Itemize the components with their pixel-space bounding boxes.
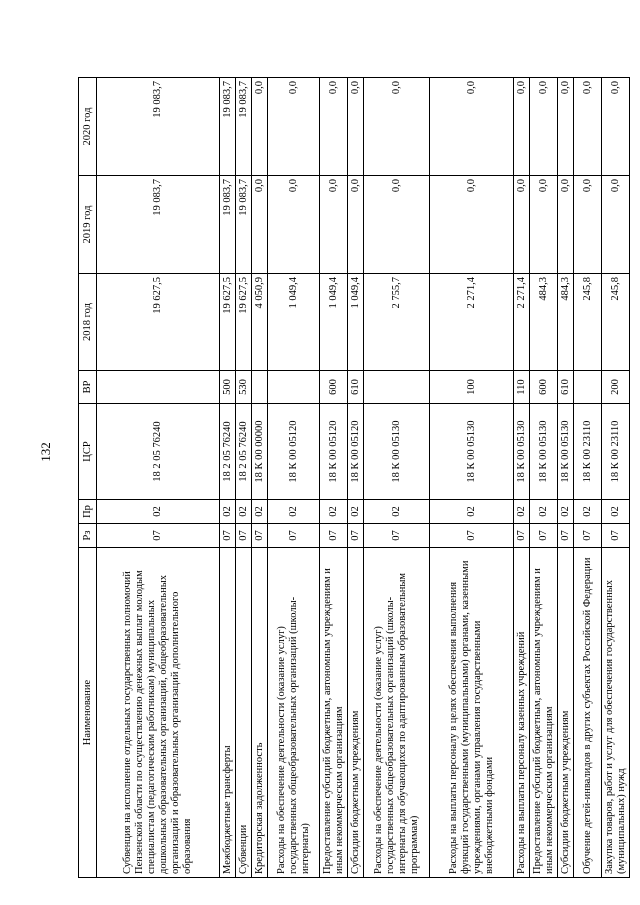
cell-csr: 18 К 00 05130 xyxy=(558,404,574,500)
cell-csr: 18 К 00 00000 xyxy=(252,404,268,500)
cell-2018: 4 050,9 xyxy=(252,274,268,371)
table-row xyxy=(220,78,236,878)
cell-pr: 02 xyxy=(220,500,236,524)
cell-csr: 18 К 00 05130 xyxy=(530,404,558,500)
table-row xyxy=(268,78,320,878)
cell-2019: 19 083,7 xyxy=(220,176,236,274)
row-name: Кредиторская задолженность xyxy=(252,548,268,878)
table-row xyxy=(236,78,252,878)
cell-rz: 07 xyxy=(514,524,530,548)
row-name: Субсидии бюджетным учреждениям xyxy=(558,548,574,878)
table-row xyxy=(574,78,602,878)
cell-2020: 19 083,7 xyxy=(97,78,220,176)
cell-vr xyxy=(364,371,430,404)
cell-csr: 18 К 00 05120 xyxy=(348,404,364,500)
cell-csr: 18 К 00 05120 xyxy=(320,404,348,500)
row-name: Расходы на выплаты персоналу в целях обеспечения выполнения функций государственными (муниципальными) органами, казенными учреждениями, органами управления государственными внебюджетными фондами xyxy=(430,548,514,878)
cell-2019: 0,0 xyxy=(574,176,602,274)
cell-csr: 18 2 05 76240 xyxy=(236,404,252,500)
cell-vr: 500 xyxy=(220,371,236,404)
cell-2020: 0,0 xyxy=(574,78,602,176)
cell-2019: 19 083,7 xyxy=(236,176,252,274)
table-row xyxy=(320,78,348,878)
cell-rz: 07 xyxy=(558,524,574,548)
table-row xyxy=(97,78,220,878)
column-header: ЦСР xyxy=(79,404,97,500)
cell-csr: 18 К 00 05120 xyxy=(268,404,320,500)
cell-pr: 02 xyxy=(364,500,430,524)
cell-pr: 02 xyxy=(348,500,364,524)
cell-pr: 02 xyxy=(320,500,348,524)
column-header: 2018 год xyxy=(79,274,97,371)
row-name: Обучение детей-инвалидов в других субъектах Российской Федерации xyxy=(574,548,602,878)
table-row xyxy=(430,78,514,878)
cell-2020: 19 083,7 xyxy=(220,78,236,176)
cell-vr: 610 xyxy=(558,371,574,404)
cell-pr: 02 xyxy=(97,500,220,524)
cell-2018: 245,8 xyxy=(602,274,630,371)
cell-vr: 100 xyxy=(430,371,514,404)
cell-2019: 0,0 xyxy=(252,176,268,274)
page-number: 132 xyxy=(38,442,53,462)
cell-rz: 07 xyxy=(236,524,252,548)
cell-pr: 02 xyxy=(602,500,630,524)
cell-pr: 02 xyxy=(530,500,558,524)
cell-pr: 02 xyxy=(558,500,574,524)
cell-csr: 18 2 05 76240 xyxy=(220,404,236,500)
row-name: Предоставление субсидий бюджетным, автономным учреждениям и иным некоммерческим организациям xyxy=(320,548,348,878)
cell-rz: 07 xyxy=(252,524,268,548)
cell-2018: 2 271,4 xyxy=(514,274,530,371)
column-header: Наименование xyxy=(79,548,97,878)
cell-rz: 07 xyxy=(220,524,236,548)
cell-2020: 0,0 xyxy=(348,78,364,176)
cell-2020: 0,0 xyxy=(364,78,430,176)
column-header: 2020 год xyxy=(79,78,97,176)
cell-pr: 02 xyxy=(252,500,268,524)
row-name: Субвенция на исполнение отдельных государственных полномочий Пензенской области по осуществлению денежных выплат молодым специалистам (педагогическим работникам) муниципальных дошкольных образовательных организаций, общеобразовательных организаций и образовательных организаций дополнительного образования xyxy=(97,548,220,878)
cell-2020: 0,0 xyxy=(252,78,268,176)
cell-csr: 18 К 00 23110 xyxy=(602,404,630,500)
cell-2020: 0,0 xyxy=(602,78,630,176)
table-row xyxy=(348,78,364,878)
row-name: Субсидии бюджетным учреждениям xyxy=(348,548,364,878)
row-name: Расходы на обеспечение деятельности (оказание услуг) государственных общеобразовательных организаций (школы-интернаты) xyxy=(268,548,320,878)
cell-2019: 0,0 xyxy=(268,176,320,274)
cell-2018: 19 627,5 xyxy=(97,274,220,371)
cell-rz: 07 xyxy=(430,524,514,548)
cell-2020: 0,0 xyxy=(320,78,348,176)
cell-2018: 1 049,4 xyxy=(348,274,364,371)
row-name: Закупка товаров, работ и услуг для обеспечения государственных (муниципальных) нужд xyxy=(602,548,630,878)
cell-vr xyxy=(574,371,602,404)
cell-csr: 18 2 05 76240 xyxy=(97,404,220,500)
cell-pr: 02 xyxy=(236,500,252,524)
cell-2020: 0,0 xyxy=(430,78,514,176)
table-header-row xyxy=(79,78,97,878)
cell-2019: 0,0 xyxy=(364,176,430,274)
cell-2018: 1 049,4 xyxy=(320,274,348,371)
cell-vr: 600 xyxy=(530,371,558,404)
cell-2018: 19 627,5 xyxy=(236,274,252,371)
cell-vr xyxy=(252,371,268,404)
cell-2019: 0,0 xyxy=(430,176,514,274)
table-row xyxy=(602,78,630,878)
cell-pr: 02 xyxy=(268,500,320,524)
row-name: Расходы на обеспечение деятельности (оказание услуг) государственных общеобразовательных организаций (школы-интернаты для обучающихся по адаптированным образовательным программам) xyxy=(364,548,430,878)
cell-2020: 0,0 xyxy=(268,78,320,176)
cell-rz: 07 xyxy=(268,524,320,548)
cell-2019: 0,0 xyxy=(320,176,348,274)
cell-2018: 245,8 xyxy=(574,274,602,371)
cell-pr: 02 xyxy=(430,500,514,524)
cell-vr: 530 xyxy=(236,371,252,404)
column-header: 2019 год xyxy=(79,176,97,274)
cell-csr: 18 К 00 23110 xyxy=(574,404,602,500)
cell-2019: 0,0 xyxy=(602,176,630,274)
cell-rz: 07 xyxy=(602,524,630,548)
cell-pr: 02 xyxy=(574,500,602,524)
cell-2020: 0,0 xyxy=(514,78,530,176)
cell-vr: 610 xyxy=(348,371,364,404)
cell-2018: 484,3 xyxy=(530,274,558,371)
cell-rz: 07 xyxy=(320,524,348,548)
cell-vr: 600 xyxy=(320,371,348,404)
cell-2018: 19 627,5 xyxy=(220,274,236,371)
cell-2019: 0,0 xyxy=(558,176,574,274)
row-name: Межбюджетные трансферты xyxy=(220,548,236,878)
cell-csr: 18 К 00 05130 xyxy=(364,404,430,500)
cell-vr: 200 xyxy=(602,371,630,404)
cell-2020: 0,0 xyxy=(530,78,558,176)
cell-2020: 19 083,7 xyxy=(236,78,252,176)
column-header: Пр xyxy=(79,500,97,524)
cell-csr: 18 К 00 05130 xyxy=(430,404,514,500)
cell-2018: 2 271,4 xyxy=(430,274,514,371)
cell-rz: 07 xyxy=(348,524,364,548)
cell-rz: 07 xyxy=(97,524,220,548)
cell-vr xyxy=(97,371,220,404)
column-header: ВР xyxy=(79,371,97,404)
cell-2018: 1 049,4 xyxy=(268,274,320,371)
cell-2018: 484,3 xyxy=(558,274,574,371)
table-row xyxy=(558,78,574,878)
cell-2019: 19 083,7 xyxy=(97,176,220,274)
table-row xyxy=(514,78,530,878)
cell-2020: 0,0 xyxy=(558,78,574,176)
cell-pr: 02 xyxy=(514,500,530,524)
row-name: Субвенции xyxy=(236,548,252,878)
table-row xyxy=(530,78,558,878)
cell-2019: 0,0 xyxy=(530,176,558,274)
cell-vr xyxy=(268,371,320,404)
cell-rz: 07 xyxy=(530,524,558,548)
budget-table-rotated xyxy=(78,78,626,878)
cell-2019: 0,0 xyxy=(348,176,364,274)
cell-rz: 07 xyxy=(364,524,430,548)
cell-2019: 0,0 xyxy=(514,176,530,274)
table-row xyxy=(252,78,268,878)
row-name: Предоставление субсидий бюджетным, автономным учреждениям и иным некоммерческим организациям xyxy=(530,548,558,878)
row-name: Расходы на выплаты персоналу казенных учреждений xyxy=(514,548,530,878)
cell-rz: 07 xyxy=(574,524,602,548)
column-header: Рз xyxy=(79,524,97,548)
table-row xyxy=(364,78,430,878)
budget-table xyxy=(78,77,630,878)
cell-vr: 110 xyxy=(514,371,530,404)
cell-2018: 2 755,7 xyxy=(364,274,430,371)
cell-csr: 18 К 00 05130 xyxy=(514,404,530,500)
